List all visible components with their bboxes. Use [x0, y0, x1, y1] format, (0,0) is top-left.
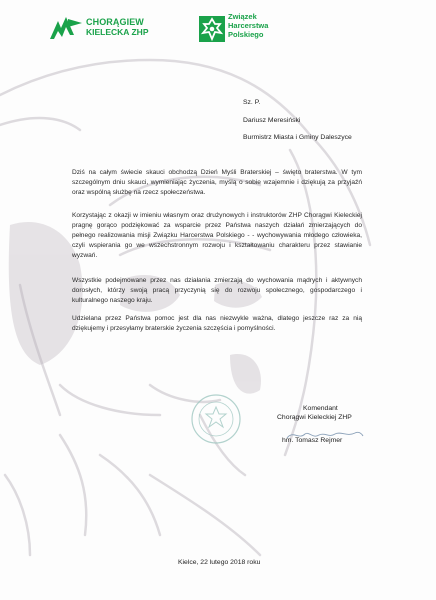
chorągiew-logo [48, 15, 168, 41]
signature-unit: Chorągwi Kieleckiej ZHP [277, 414, 352, 421]
place-and-date: Kielce, 22 lutego 2018 roku [178, 559, 261, 566]
official-stamp [190, 393, 242, 445]
body-paragraph-1: Dziś na całym świecie skauci obchodzą Dzień Myśli Braterskiej – święto braterstwa. W tym szczególnym dniu skauci, wymieniając życzenia, myślą o sobie wzajemnie i dziękują za przyjaźń oraz wspólną służbę na rzecz społeczeństwa. [72, 169, 362, 196]
body-paragraph-3: Wszystkie podejmowane przez nas działania zmierzają do wychowania mądrych i aktywnych dorosłych, którzy swoją pracą przyczynią się do rozwoju społecznego, gospodarczego i kulturalnego naszego kraju. [72, 277, 362, 304]
zhp-logo [199, 13, 279, 43]
signature-role: Komendant [303, 405, 338, 412]
chorągiew-logo-icon [48, 15, 84, 41]
logo-left-line2: KIELECKA ZHP [86, 27, 149, 37]
logo-left-line1: CHORĄGIEW [86, 17, 144, 27]
zhp-cross-icon [199, 16, 225, 42]
signature-name: hm. Tomasz Rejmer [282, 437, 343, 444]
logo-right-line1: Związek [228, 12, 257, 21]
logo-right-line2: Harcerstwa [228, 21, 269, 30]
logo-right-line3: Polskiego [228, 30, 264, 39]
body-paragraph-4: Udzielana przez Państwa pomoc jest dla nas niezwykle ważna, dlatego jeszcze raz za nią dziękujemy i przesyłamy braterskie życzenia szczęścia i pomyślności. [72, 315, 362, 332]
recipient-salutation: Sz. P. [243, 99, 261, 106]
body-paragraph-2: Korzystając z okazji w imieniu własnym oraz drużynowych i instruktorów ZHP Chorągwi Kieleckiej pragnę gorąco podziękować za wsparcie przez Państwa naszych działań zmierzających do pełnego realizowania misji Związku Harcerstwa Polskiego - - wychowywania młodego człowieka, czyli wspierania go we wszechstronnym rozwoju i kształtowaniu charakteru przez stawianie wyzwań. [72, 212, 362, 259]
recipient-title: Burmistrz Miasta i Gminy Daleszyce [243, 134, 352, 141]
recipient-name: Dariusz Meresiński [243, 117, 301, 124]
